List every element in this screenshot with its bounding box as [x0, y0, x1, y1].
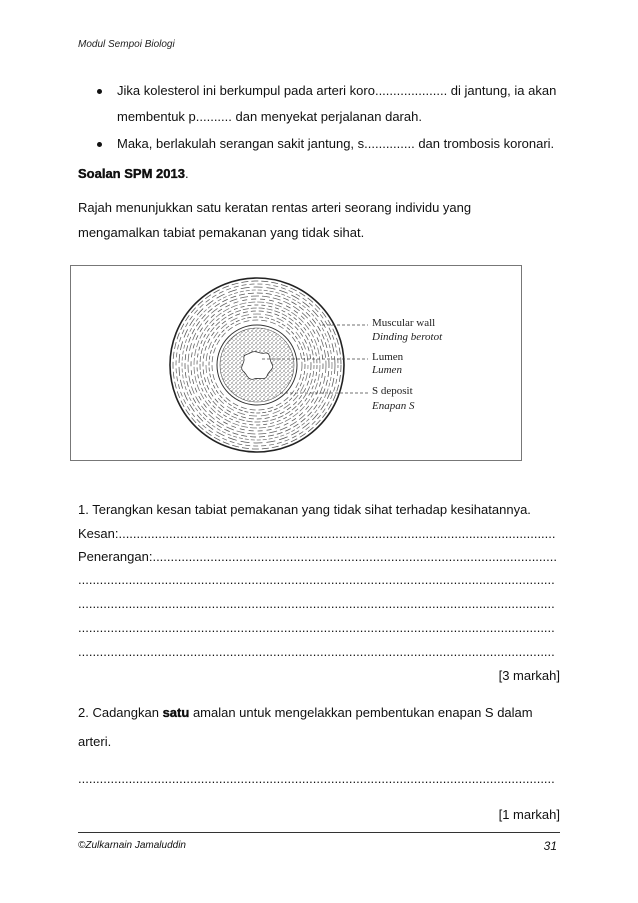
running-header: Modul Sempoi Biologi: [78, 39, 175, 50]
intro-text-line: Rajah menunjukkan satu keratan rentas arteri seorang individu yang: [78, 200, 472, 215]
bullet-text-line: Jika kolesterol ini berkumpul pada arteri koro.................... di jantung, ia akan: [117, 83, 557, 98]
answer-line: ....................................................................................................................................: [78, 596, 555, 611]
question-2-text: [78, 705, 533, 721]
label-muscular-wall: Muscular wall: [372, 317, 436, 329]
artery-diagram-box: [70, 265, 522, 461]
artery-cross-section-diagram: [71, 266, 521, 460]
answer-line: ....................................................................................................................................: [78, 771, 555, 786]
bullet-marker: [97, 89, 102, 94]
label-lumen-malay: Lumen: [372, 364, 402, 376]
bullet-marker: [97, 142, 102, 147]
question-2-rest: amalan untuk mengelakkan pembentukan enapan S dalam: [192, 705, 533, 720]
label-dinding-berotot: Dinding berotot: [372, 331, 443, 343]
section-title: [78, 166, 189, 182]
question-1-text: 1. Terangkan kesan tabiat pemakanan yang tidak sihat terhadap kesihatannya.: [78, 502, 531, 517]
label-s-deposit: S deposit: [372, 385, 413, 397]
bullet-text-line: membentuk p.......... dan menyekat perjalanan darah.: [117, 109, 422, 124]
question-2-prefix: 2. Cadangkan: [78, 705, 159, 720]
label-lumen: Lumen: [372, 351, 404, 363]
intro-text-line: mengamalkan tabiat pemakanan yang tidak sihat.: [78, 225, 365, 240]
answer-line-kesan: Kesan:.........................................................................................................................: [78, 526, 556, 541]
marks-label-question-1: [3 markah]: [498, 668, 560, 683]
answer-line: ....................................................................................................................................: [78, 644, 555, 659]
page-number: 31: [543, 839, 557, 853]
answer-line: ....................................................................................................................................: [78, 620, 555, 635]
answer-line-penerangan: Penerangan:................................................................................................................: [78, 549, 557, 564]
section-title-suffix: .: [184, 166, 189, 181]
footer-author: ©Zulkarnain Jamaluddin: [78, 840, 186, 851]
question-2-text-line-2: arteri.: [78, 734, 112, 749]
label-enapan-s: Enapan S: [372, 400, 415, 412]
section-title-text: Soalan SPM 2013: [78, 166, 185, 181]
question-2-emphasis: satu: [162, 705, 190, 720]
marks-label-question-2: [1 markah]: [498, 807, 560, 822]
footer-rule: [78, 832, 560, 833]
answer-line: ....................................................................................................................................: [78, 572, 555, 587]
bullet-text-line: Maka, berlakulah serangan sakit jantung, s.............. dan trombosis koronari.: [117, 136, 555, 151]
